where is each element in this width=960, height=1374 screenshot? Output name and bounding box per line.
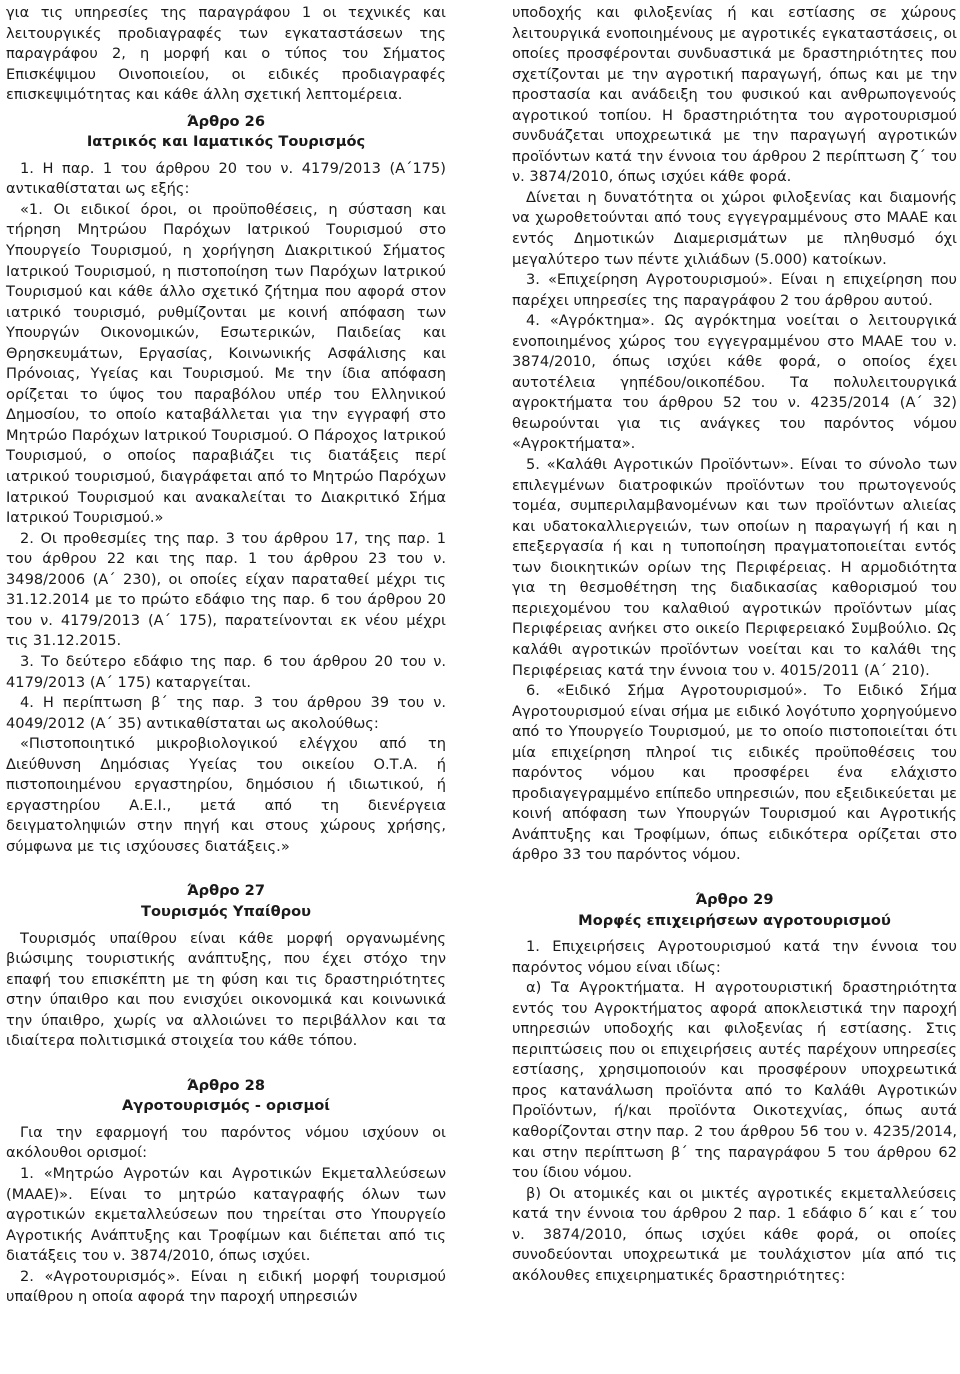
article-title: Άρθρο 28	[187, 1076, 265, 1094]
paragraph: «1. Οι ειδικοί όροι, οι προϋποθέσεις, η σύσταση και τήρηση Μητρώου Παρόχων Ιατρικού Τουρισμού στο Υπουργείο Τουρισμού, η χορήγηση Διακριτικού Σήματος Ιατρικού Τουρισμού, η πιστοποίηση των Παρόχων Ιατρικού Τουρισμού και κάθε άλλο σχετικό ζήτημα που αφορά στον ιατρικό τουρισμό, ρυθμίζονται με κοινή απόφαση των Υπουργών Οικονομικών, Εσωτερικών, Παιδείας και Θρησκευμάτων, Εργασίας, Κοινωνικής Ασφάλισης και Πρόνοιας, Υγείας και Τουρισμού. Με την ίδια απόφαση ορίζεται το ύψος του παραβόλου υπέρ του Ελληνικού Δημοσίου, το οποίο καταβάλλεται για την εγγραφή στο Μητρώο Παρόχων Ιατρικού Τουρισμού. Ο Πάροχος Ιατρικού Τουρισμού, ο οποίος παραβιάζει τις διατάξεις περί ιατρικού τουρισμού, διαγράφεται από το Μητρώο Παρόχων Ιατρικού Τουρισμού και ανακαλείται το Διακριτικό Σήμα Ιατρικού Τουρισμού.»	[6, 200, 446, 527]
paragraph: β) Οι ατομικές και οι μικτές αγροτικές εκμεταλλεύσεις κατά την έννοια του άρθρου 2 παρ. 1 εδάφιο δ΄ και ε΄ του ν. 3874/2010, όπως ισχύει κάθε φορά, οι οποίες συνοδεύονται υποχρεωτικά με τουλάχιστον μία από τις ακόλουθες επιχειρηματικές δραστηριότητες:	[512, 1184, 957, 1284]
paragraph: 2. Οι προθεσμίες της παρ. 3 του άρθρου 17, της παρ. 1 του άρθρου 22 και της παρ. 1 του άρθρου 23 του ν. 3498/2006 (Α΄ 230), οι οποίες είχαν παραταθεί μέχρι τις 31.12.2014 με το πρώτο εδάφιο της παρ. 6 του άρθρου 20 του ν. 4179/2013 (Α΄ 175), παρατείνονται εκ νέου μέχρι τις 31.12.2015.	[6, 529, 446, 650]
paragraph: 3. Το δεύτερο εδάφιο της παρ. 6 του άρθρου 20 του ν. 4179/2013 (Α΄ 175) καταργείται.	[6, 652, 446, 691]
article-subtitle: Τουρισμός Υπαίθρου	[140, 902, 311, 920]
article-26-heading	[6, 112, 446, 153]
article-subtitle: Μορφές επιχειρήσεων αγροτουρισμού	[578, 911, 891, 929]
paragraph: Δίνεται η δυνατότητα οι χώροι φιλοξενίας και διαμονής να χωροθετούνται από τους εγγεγραμμένους στο ΜΑΑΕ και εντός Δημοτικών Διαμερισμάτων με πληθυσμό όχι μεγαλύτερο των πέντε χιλιάδων (5.000) κατοίκων.	[512, 188, 957, 268]
article-27-heading	[6, 881, 446, 922]
article-title: Άρθρο 29	[695, 890, 774, 908]
right-column	[512, 3, 957, 1286]
paragraph: α) Τα Αγροκτήματα. Η αγροτουριστική δραστηριότητα εντός του Αγροκτήματος αφορά αποκλειστικά την παροχή υπηρεσιών υποδοχής και φιλοξενίας ή εστίασης. Στις περιπτώσεις που οι επιχειρήσεις αυτές παρέχουν υπηρεσίες εστίασης, χρησιμοποιούν και προσφέρουν υποχρεωτικά προς κατανάλωση προϊόντα από το Καλάθι Αγροτικών Προϊόντων, ή/και προϊόντα Οικοτεχνίας, όπως αυτά καθορίζονται στην παρ. 2 του άρθρου 56 του ν. 4235/2014, και στην περίπτωση β΄ της παραγράφου 5 του άρθρου 62 του ίδιου νόμου.	[512, 979, 957, 1182]
paragraph: 5. «Καλάθι Αγροτικών Προϊόντων». Είναι το σύνολο των επιλεγμένων διατροφικών προϊόντων του πρωτογενούς τομέα, συμπεριλαμβανομένων και των προϊόντων αλιείας και υδατοκαλλιεργειών, των οποίων η παραγωγή ή και η επεξεργασία ή και η τυποποίηση πραγματοποιείται εντός των διοικητικών ορίων της Περιφέρειας. Η αρμοδιότητα για τη θεσμοθέτηση της διαδικασίας καθορισμού του περιεχομένου του καλαθιού αγροτικών προϊόντων μίας Περιφέρειας ανήκει στο οικείο Περιφερειακό Συμβούλιο. Ως καλάθι αγροτικών προϊόντων νοείται και το καλάθι της Περιφέρειας κατά την έννοια του ν. 4015/2011 (Α΄ 210).	[512, 456, 957, 679]
article-29-heading	[512, 890, 957, 931]
paragraph: 6. «Ειδικό Σήμα Αγροτουρισμού». Το Ειδικό Σήμα Αγροτουρισμού είναι σήμα με ειδικό λογότυπο χορηγούμενο από το Υπουργείο Τουρισμού, με το οποίο πιστοποιείται ότι μία επιχείρηση πληροί τις ειδικές προϋποθέσεις του παρόντος νόμου και προσφέρει ένα ελάχιστο προδιαγεγραμμένο επίπεδο υπηρεσιών, που εξειδικεύεται με κοινή απόφαση των Υπουργών Τουρισμού και Αγροτικής Ανάπτυξης και Τροφίμων, όπως ειδικότερα ορίζεται στο άρθρο 33 του παρόντος νόμου.	[512, 682, 957, 864]
paragraph: για τις υπηρεσίες της παραγράφου 1 οι τεχνικές και λειτουργικές προδιαγραφές των εγκαταστάσεων της παραγράφου 2, η μορφή και ο τύπος του Σήματος Επισκέψιμου Οινοποιείου, οι ειδικές προδιαγραφές επισκεψιμότητας και κάθε άλλη σχετική λεπτομέρεια.	[6, 4, 446, 104]
paragraph: 1. «Μητρώο Αγροτών και Αγροτικών Εκμεταλλεύσεων (ΜΑΑΕ)». Είναι το μητρώο καταγραφής όλων των αγροτικών εκμεταλλεύσεων που τηρείται στο Υπουργείο Αγροτικής Ανάπτυξης και Τροφίμων και διέπεται από τις διατάξεις του ν. 3874/2010, όπως ισχύει.	[6, 1164, 446, 1265]
paragraph: 4. Η περίπτωση β΄ της παρ. 3 του άρθρου 39 του ν. 4049/2012 (Α΄ 35) αντικαθίσταται ως ακολούθως:	[6, 694, 446, 732]
paragraph: 3. «Επιχείρηση Αγροτουρισμού». Είναι η επιχείρηση που παρέχει υπηρεσίες της παραγράφου 2 του άρθρου αυτού.	[512, 271, 957, 309]
paragraph: Τουρισμός υπαίθρου είναι κάθε μορφή οργανωμένης βιώσιμης τουριστικής ανάπτυξης, που έχει στόχο την επαφή του επισκέπτη με τη φύση και τις δραστηριότητες στην ύπαιθρο και που ενισχύει οικονομικά και κοινωνικά την ύπαιθρο, χωρίς να αλλοιώνει το περιβάλλον και τα ιδιαίτερα πολιτισμικά στοιχεία του κάθε τόπου.	[6, 929, 446, 1050]
left-column	[6, 3, 446, 1308]
article-title: Άρθρο 26	[187, 112, 265, 130]
paragraph: «Πιστοποιητικό μικροβιολογικού ελέγχου από τη Διεύθυνση Δημόσιας Υγείας του οικείου Ο.Τ.Α. ή πιστοποιημένου εργαστηρίου, δημόσιου ή ιδιωτικού, ή εργαστηρίου Α.Ε.Ι., μετά από τη διενέργεια δειγματοληψιών στην πηγή και στους χώρους χρήσης, σύμφωνα με τις ισχύουσες διατάξεις.»	[6, 735, 446, 855]
paragraph: 1. Η παρ. 1 του άρθρου 20 του ν. 4179/2013 (Α΄175) αντικαθίσταται ως εξής:	[6, 159, 446, 198]
article-subtitle: Αγροτουρισμός - ορισμοί	[121, 1097, 330, 1115]
article-subtitle: Ιατρικός και Ιαματικός Τουρισμός	[86, 133, 366, 151]
paragraph: 4. «Αγρόκτημα». Ως αγρόκτημα νοείται ο λειτουργικά ενοποιημένος χώρος του εγγεγραμμένου στο ΜΑΑΕ του ν. 3874/2010, όπως ισχύει κάθε φορά, ο οποίος έχει αυτοτέλεια γηπέδου/οικοπέδου. Τα πολυλειτουργικά αγροκτήματα του άρθρου 52 του ν. 4235/2014 (Α΄ 32) θεωρούνται για τις ανάγκες του παρόντος νόμου «Αγροκτήματα».	[512, 312, 957, 453]
paragraph: 1. Επιχειρήσεις Αγροτουρισμού κατά την έννοια του παρόντος νόμου είναι ιδίως:	[512, 938, 957, 976]
paragraph: Για την εφαρμογή του παρόντος νόμου ισχύουν οι ακόλουθοι ορισμοί:	[6, 1123, 446, 1162]
paragraph: 2. «Αγροτουρισμός». Είναι η ειδική μορφή τουρισμού υπαίθρου η οποία αφορά την παροχή υπηρεσιών	[6, 1267, 446, 1306]
article-title: Άρθρο 27	[187, 882, 265, 900]
article-28-heading	[6, 1076, 446, 1117]
paragraph: υποδοχής και φιλοξενίας ή και εστίασης σε χώρους λειτουργικά ενοποιημένους με αγροτικές εγκαταστάσεις, οι οποίες προσφέρονται συνδυαστικά με δραστηριότητες που σχετίζονται με την αγροτική παραγωγή, όπως και με την προστασία και ανάδειξη του φυσικού και ανθρωπογενούς αγροτικού τοπίου. Η δραστηριότητα του αγροτουρισμού συνδυάζεται υποχρεωτικά με την παραγωγή αγροτικών προϊόντων κατά την έννοια του άρθρου 2 περίπτωση ζ΄ του ν. 3874/2010, όπως ισχύει κάθε φορά.	[512, 4, 957, 186]
